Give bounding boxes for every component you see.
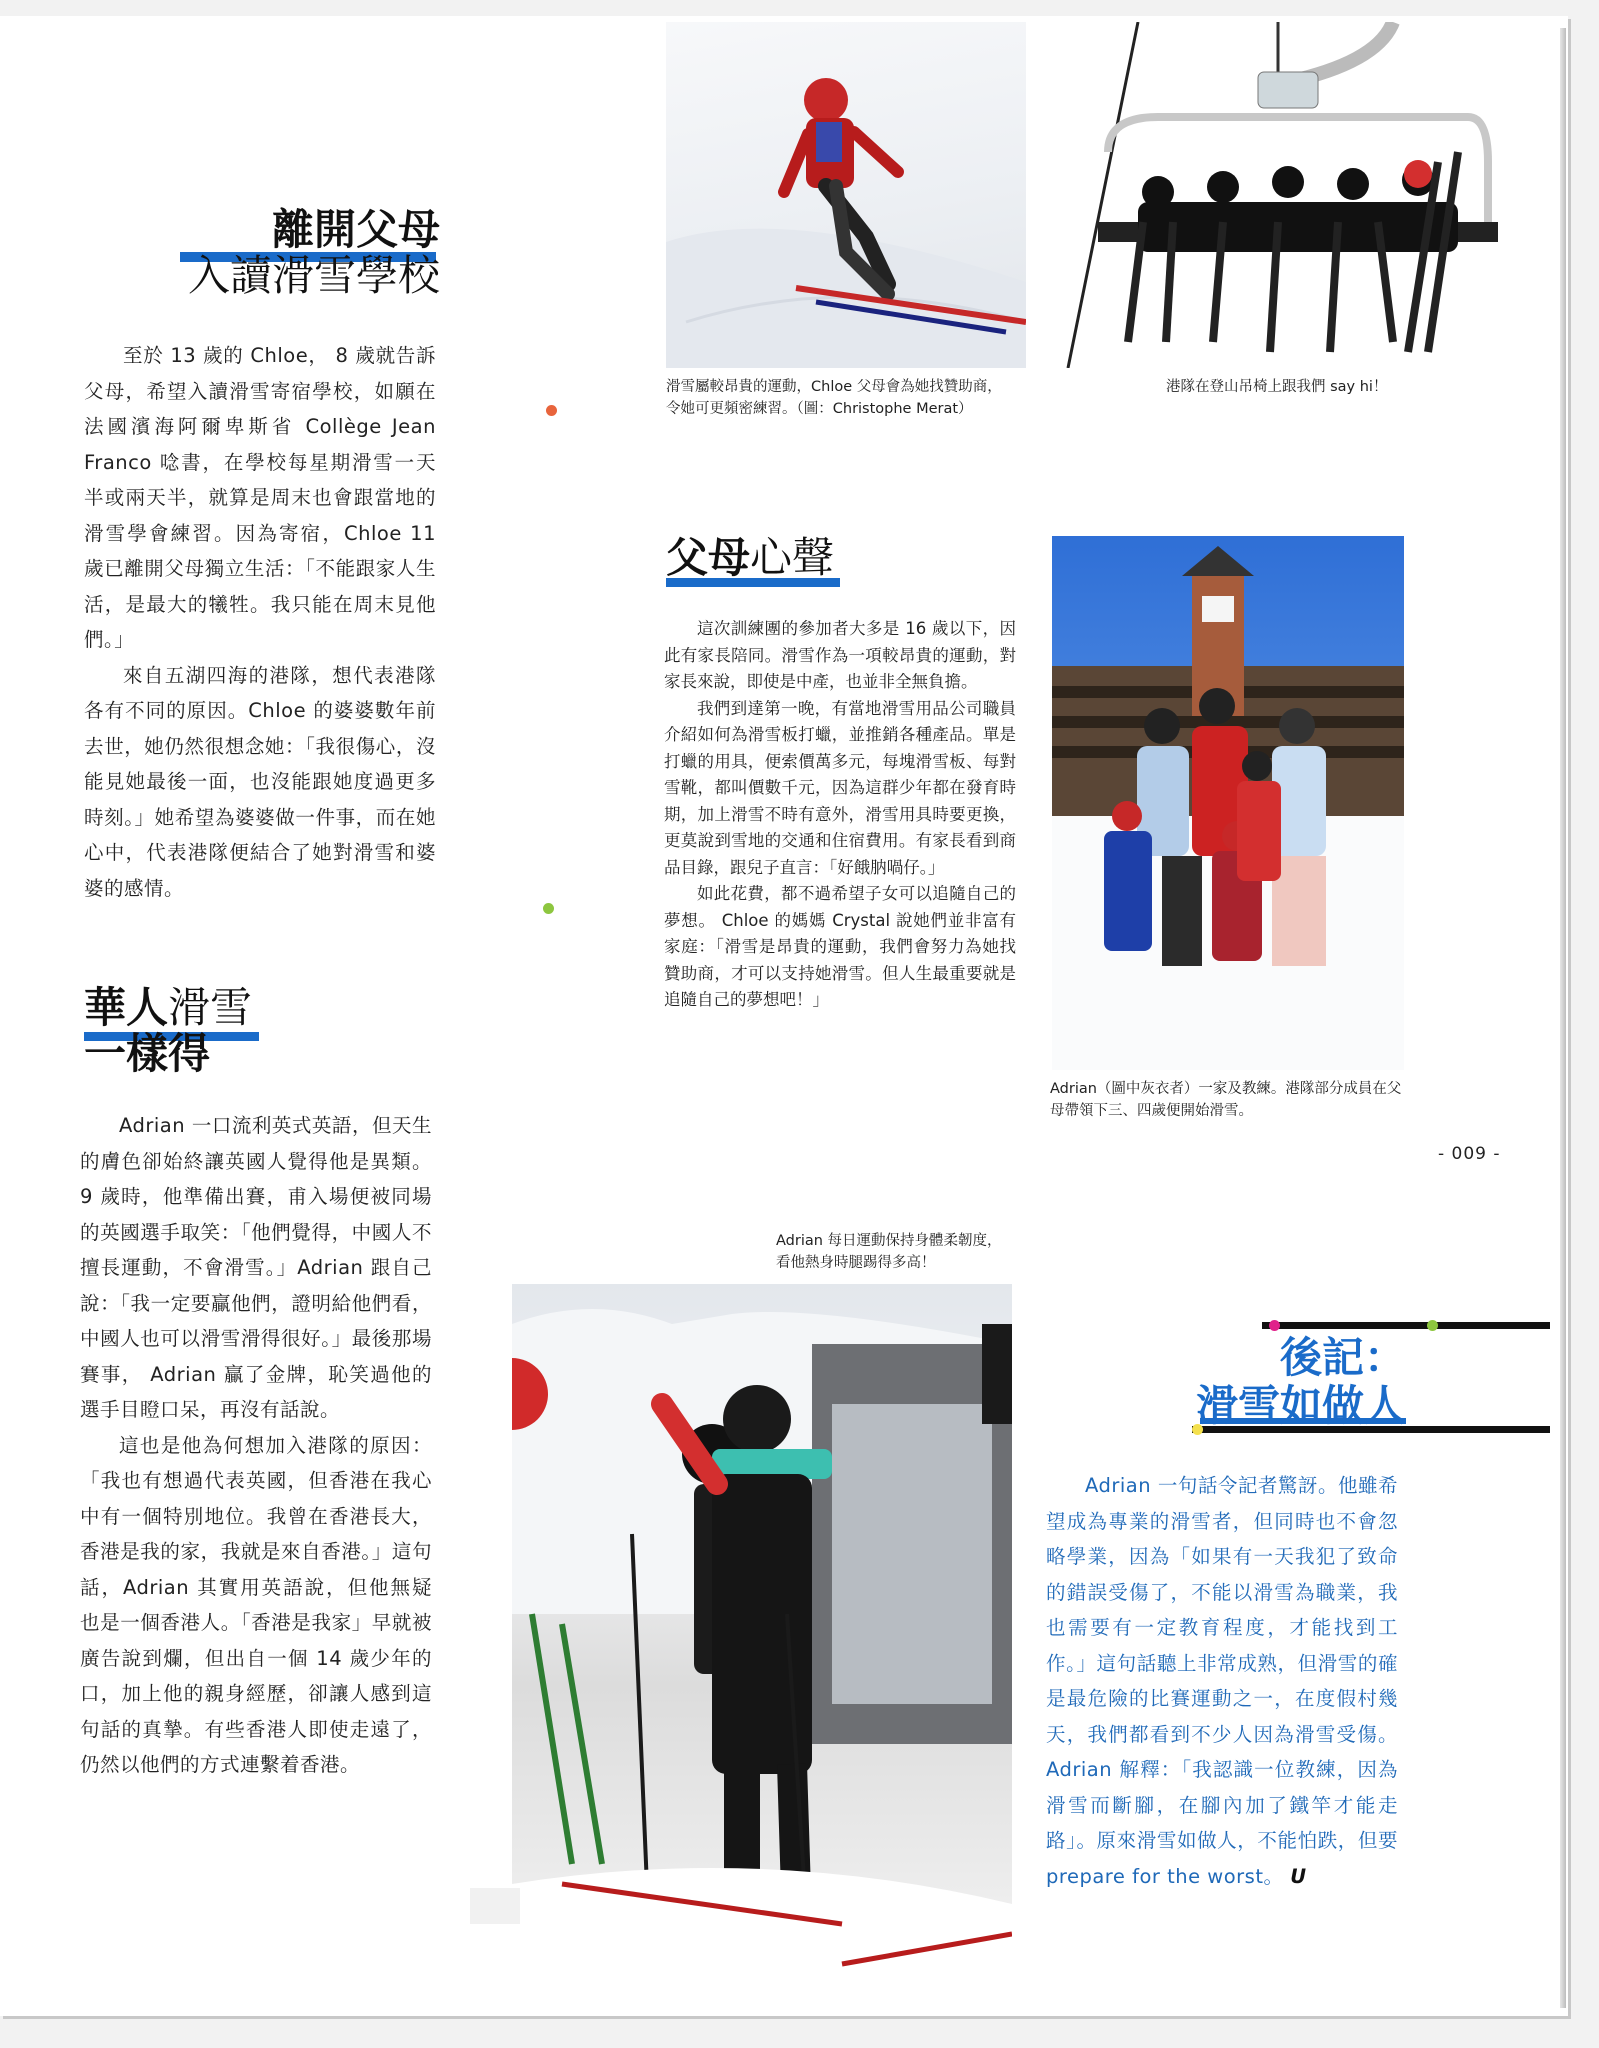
decor-dot-orange (546, 405, 557, 416)
paragraph: 來自五湖四海的港隊，想代表港隊各有不同的原因。Chloe 的婆婆數年前去世，她仍然很想念她：「我很傷心，沒能見她最後一面，也沒能跟她度過更多時刻。」她希望為婆婆做一件事，而在她心中，代表港隊便結合了她對滑雪和婆婆的感情。 (84, 663, 436, 900)
paragraph: 我們到達第一晚，有當地滑雪用品公司職員介紹如何為滑雪板打蠟，並推銷各種產品。單是打蠟的用具，便索價萬多元，每塊滑雪板、每對雪靴，都叫價數千元，因為這群少年都在發育時期，加上滑雪不時有意外，滑雪用具時要更換，更莫說到雪地的交通和住宿費用。有家長看到商品目錄，跟兒子直言：「好餓肭喎仔。」 (664, 698, 1016, 877)
article-column-chloe (84, 338, 436, 906)
stretching-skier-illustration (512, 1284, 1012, 2014)
heading-part-light: 滑雪 (168, 983, 253, 1032)
photo-family (1052, 536, 1404, 1070)
article-column-parents (664, 616, 1016, 1014)
heading-line-1: 離開父母 (271, 205, 440, 254)
page-fold-shadow (1560, 28, 1566, 2008)
heading-line-1: 後記： (1279, 1333, 1406, 1382)
caption-chairlift: 港隊在登山吊椅上跟我們 say hi！ (1166, 379, 1388, 395)
heading-line-2: 一樣得 (84, 1029, 211, 1079)
heading-line-2: 入讀滑雪學校 (187, 251, 440, 301)
photo-chairlift (1048, 22, 1538, 368)
photo-stretching (512, 1284, 1012, 2014)
heading-part-bold: 父母 (666, 533, 751, 582)
paragraph: Adrian 一口流利英式英語，但天生的膚色卻始終讓英國人覺得他是異類。9 歲時，他準備出賽，甫入場便被同場的英國選手取笑：「他們覺得，中國人不擅長運動，不會滑雪。」Adrian 跟自己說：「我一定要贏他們，證明給他們看，中國人也可以滑雪滑得很好。」最後那場賽事， Adrian 贏了金牌，恥笑過他的選手目瞪口呆，再沒有話說。 (80, 1114, 432, 1421)
heading-part-light: 心聲 (750, 533, 835, 582)
heading-rule-top (1262, 1322, 1550, 1329)
page-number: - 009 - (1438, 1144, 1501, 1164)
decor-dot-green (543, 903, 554, 914)
section-heading-postscript (1180, 1333, 1406, 1431)
chairlift-illustration (1048, 22, 1538, 368)
caption-family: Adrian（圖中灰衣者）一家及教練。港隊部分成員在父母帶領下三、四歲便開始滑雪。 (1050, 1081, 1402, 1119)
paragraph: 這也是他為何想加入港隊的原因：「我也有想過代表英國，但香港在我心中有一個特別地位。我曾在香港長大，香港是我的家，我就是來自香港。」這句話，Adrian 其實用英語說，但他無疑也是一個香港人。「香港是我家」早就被廣告說到爛，但出自一個 14 歲少年的口，加上他的親身經歷，卻讓人感到這句話的真摯。有些香港人即使走遠了，仍然以他們的方式連繫着香港。 (80, 1433, 432, 1776)
decor-dot-green (1427, 1320, 1438, 1331)
section-heading-adrian (84, 983, 344, 1079)
family-illustration (1052, 536, 1404, 1070)
section-heading-chloe (150, 205, 440, 301)
caption-stretch: Adrian 每日運動保持身體柔韌度，看他熱身時腿踢得多高！ (776, 1233, 1002, 1271)
decor-dot-magenta (1269, 1320, 1280, 1331)
bleed-through-band (470, 1888, 520, 1924)
paragraph: 至於 13 歲的 Chloe， 8 歲就告訴父母，希望入讀滑雪寄宿學校，如願在法國濱海阿爾卑斯省 Collège Jean Franco 唸書，在學校每星期滑雪一天半或兩天半，就算是周末也會跟當地的滑雪學會練習。因為寄宿，Chloe 11 歲已離開父母獨立生活：「不能跟家人生活，是最大的犧牲。我只能在周末見他們。」 (84, 344, 436, 651)
heading-line-2: 滑雪如做人 (1195, 1381, 1406, 1431)
skier-illustration (666, 22, 1026, 368)
section-heading-parents (666, 533, 926, 582)
caption-chloe-skiing: 滑雪屬較昂貴的運動，Chloe 父母會為她找贊助商，令她可更頻密練習。（圖：Christophe Merat） (666, 379, 1002, 417)
paragraph: Adrian 一句話令記者驚訝。他雖希望成為專業的滑雪者，但同時也不會忽略學業，因為「如果有一天我犯了致命的錯誤受傷了，不能以滑雪為職業，我也需要有一定教育程度，才能找到工作。」這句話聽上非常成熟，但滑雪的確是最危險的比賽運動之一，在度假村幾天，我們都看到不少人因為滑雪受傷。Adrian 解釋：「我認識一位教練，因為滑雪而斷腳，在腳內加了鐵竿才能走路」。原來滑雪如做人，不能怕跌，但要 prepare for the worst。 U (1046, 1474, 1398, 1888)
paragraph: 這次訓練團的參加者大多是 16 歲以下，因此有家長陪同。滑雪作為一項較昂貴的運動，對家長來說，即使是中產，也並非全無負擔。 (664, 619, 1016, 691)
photo-chloe-skiing (666, 22, 1026, 368)
heading-part-bold: 華人 (84, 983, 169, 1032)
end-mark-icon: U (1290, 1864, 1307, 1888)
article-column-postscript (1046, 1468, 1398, 1894)
paragraph: 如此花費，都不過希望子女可以追隨自己的夢想。 Chloe 的媽媽 Crystal 說她們並非富有家庭：「滑雪是昂貴的運動，我們會努力為她找贊助商，才可以支持她滑雪。但人生最重要就是追隨自己的夢想吧！」 (664, 884, 1016, 1009)
article-column-adrian (80, 1108, 432, 1783)
